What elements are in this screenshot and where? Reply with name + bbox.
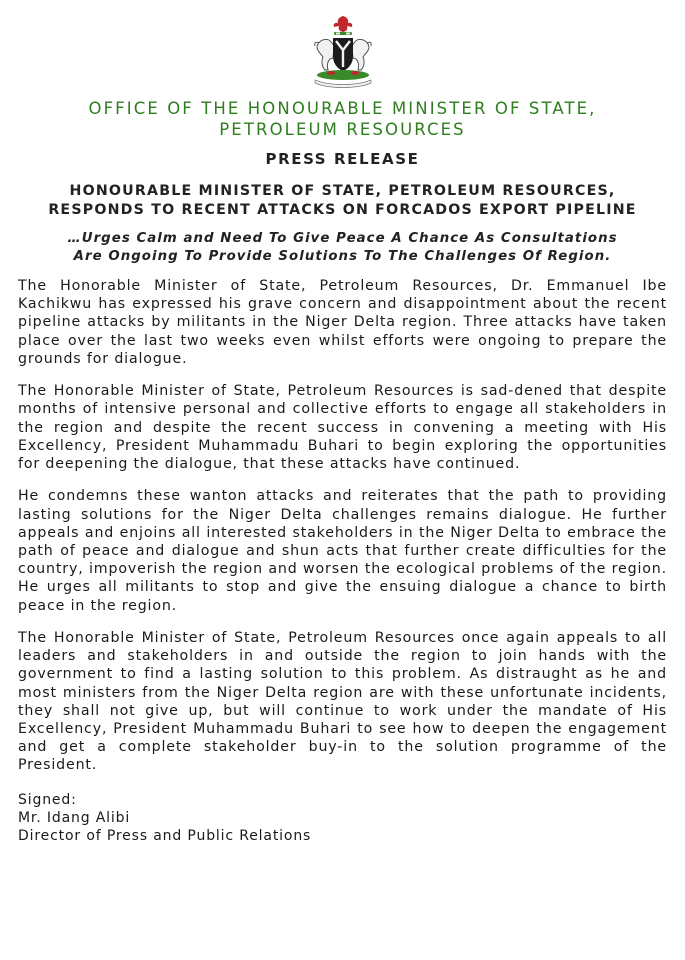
horse-right-icon — [352, 39, 371, 70]
body-text — [18, 277, 667, 775]
headline — [18, 182, 667, 220]
body-paragraph-1: The Honorable Minister of State, Petroleum Resources, Dr. Emmanuel Ibe Kachikwu has expressed his grave concern and disappointment about the recent pipeline attacks by militants in the Niger Delta region. Three attacks have taken place over the last two weeks even whilst efforts were ongoing to prepare the grounds for dialogue. — [18, 278, 667, 367]
body-paragraph-4: The Honorable Minister of State, Petroleum Resources once again appeals to all leaders and stakeholders in and outside the region to join hands with the government to find a lasting solution to this problem. As distraught as he and most ministers from the Niger Delta region are with these unfortunate incidents, they shall not give up, but will continue to work under the mandate of His Excellency, President Muhammadu Buhari to see how to deepen the engagement and get a complete stakeholder buy-in to the solution programme of the President. — [18, 630, 667, 774]
office-heading — [18, 98, 667, 140]
coat-of-arms-icon — [301, 12, 385, 88]
headline-line1: HONOURABLE MINISTER OF STATE, PETROLEUM RESOURCES, — [69, 183, 616, 199]
press-release-title: PRESS RELEASE — [265, 150, 420, 168]
headline-line2: RESPONDS TO RECENT ATTACKS ON FORCADOS EXPORT PIPELINE — [48, 202, 637, 218]
body-paragraph-2: The Honorable Minister of State, Petroleum Resources is sad-dened that despite months of intensive personal and collective efforts to engage all stakeholders in the region and despite the recent success in convening a meeting with His Excellency, President Muhammadu Buhari to begin exploring the opportunities for deepening the dialogue, that these attacks have continued. — [18, 383, 667, 473]
subheadline — [18, 230, 667, 266]
eagle-icon — [333, 16, 352, 35]
signature-block — [18, 791, 667, 845]
signed-label: Signed: — [18, 791, 77, 808]
horse-left-icon — [314, 39, 333, 70]
crest-base-icon — [315, 70, 371, 88]
shield-icon — [333, 38, 353, 71]
signatory-title: Director of Press and Public Relations — [18, 827, 312, 844]
subheadline-line1: …Urges Calm and Need To Give Peace A Chance As Consultations — [67, 231, 618, 246]
office-heading-line1: OFFICE OF THE HONOURABLE MINISTER OF STATE, — [88, 99, 597, 118]
office-heading-line2: PETROLEUM RESOURCES — [219, 120, 466, 139]
subheadline-line2: Are Ongoing To Provide Solutions To The Challenges Of Region. — [73, 249, 612, 264]
signatory-name: Mr. Idang Alibi — [18, 809, 131, 826]
body-paragraph-3: He condemns these wanton attacks and reiterates that the path to providing lasting solutions for the Niger Delta challenges remains dialogue. He further appeals and enjoins all interested stakeholders in the Niger Delta to embrace the path of peace and dialogue and shun acts that further create difficulties for the country, impoverish the region and worsen the ecological problems of the region. He urges all militants to stop and give the ensuing dialogue a chance to birth peace in the region. — [18, 488, 667, 614]
